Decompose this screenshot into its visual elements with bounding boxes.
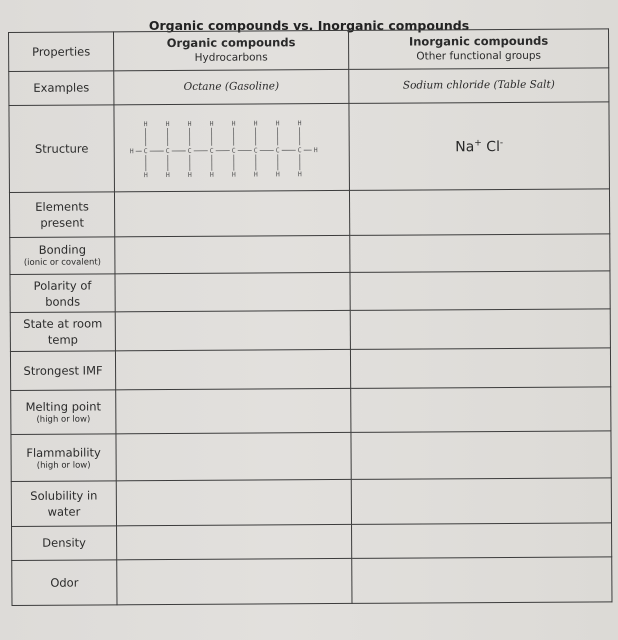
carbon-atom: C (165, 147, 170, 156)
inorganic-example: Sodium chloride (Table Salt) (349, 67, 609, 103)
examples-row (9, 67, 609, 105)
organic-answer-cell[interactable] (117, 559, 352, 605)
row-label: Polarity of bonds (10, 274, 115, 313)
inorganic-title: Inorganic compounds (408, 33, 549, 49)
hydrogen-atom: H (187, 171, 192, 180)
hydrogen-atom: H (209, 171, 214, 180)
hydrogen-atom: H (275, 170, 280, 179)
organic-answer-cell[interactable] (117, 524, 352, 560)
organic-answer-cell[interactable] (115, 349, 350, 389)
organic-subtitle: Hydrocarbons (194, 51, 268, 64)
row-label: Odor (12, 560, 117, 605)
hydrogen-atom: H (275, 119, 280, 128)
hydrogen-atom: H (143, 171, 148, 180)
organic-title: Organic compounds (166, 35, 296, 50)
organic-answer-cell[interactable] (116, 479, 351, 525)
inorganic-answer-cell[interactable] (350, 271, 610, 311)
carbon-atom: C (231, 146, 236, 155)
inorganic-answer-cell[interactable] (351, 478, 611, 524)
row-label: Strongest IMF (10, 351, 115, 390)
table-row (10, 271, 610, 313)
inorganic-answer-cell[interactable] (351, 431, 611, 479)
row-label: Melting point (high or low) (11, 389, 116, 434)
table-row (11, 478, 611, 526)
structure-label: Structure (9, 105, 115, 193)
table-row (12, 557, 612, 606)
carbon-atom: C (209, 147, 214, 156)
hydrogen-atom: H (129, 147, 134, 156)
table-row (11, 431, 611, 481)
organic-answer-cell[interactable] (116, 388, 351, 434)
row-label: Elements present (9, 192, 114, 237)
comparison-table (8, 28, 612, 606)
hydrogen-atom: H (253, 170, 258, 179)
row-label: Density (12, 525, 117, 560)
organic-answer-cell[interactable] (115, 311, 350, 351)
properties-header: Properties (9, 32, 114, 71)
hydrogen-atom: H (187, 120, 192, 129)
examples-label: Examples (9, 70, 114, 105)
row-label: State at room temp (10, 312, 115, 351)
table-row (10, 309, 610, 351)
organic-answer-cell[interactable] (114, 191, 349, 237)
carbon-atom: C (297, 146, 302, 155)
inorganic-answer-cell[interactable] (351, 386, 611, 432)
inorganic-answer-cell[interactable] (352, 522, 612, 558)
table-row (11, 386, 611, 434)
carbon-atom: C (275, 146, 280, 155)
organic-answer-cell[interactable] (116, 433, 351, 481)
hydrogen-atom: H (165, 120, 170, 129)
hydrogen-atom: H (143, 120, 148, 129)
hydrogen-atom: H (297, 119, 302, 128)
table-row (10, 234, 610, 274)
octane-structure-diagram (122, 112, 342, 183)
sodium-ion: Na+ (455, 138, 482, 155)
inorganic-answer-cell[interactable] (350, 234, 610, 272)
table-row (9, 189, 609, 237)
inorganic-column-header (348, 29, 608, 69)
organic-answer-cell[interactable] (115, 272, 350, 312)
inorganic-answer-cell[interactable] (350, 348, 610, 388)
carbon-atom: C (143, 147, 148, 156)
carbon-atom: C (187, 147, 192, 156)
chloride-ion: Cl- (486, 137, 504, 155)
inorganic-answer-cell[interactable] (349, 189, 609, 235)
octane-structure-cell (114, 104, 350, 193)
hydrogen-atom: H (231, 170, 236, 179)
table-row (10, 348, 610, 390)
carbon-atom: C (253, 146, 258, 155)
page-title: Organic compounds vs. Inorganic compounds (148, 18, 470, 33)
structure-row (9, 102, 610, 193)
hydrogen-atom: H (297, 170, 302, 179)
hydrogen-atom: H (231, 119, 236, 128)
header-row (9, 29, 609, 71)
row-label: Solubility in water (11, 481, 116, 526)
row-label: Flammability (high or low) (11, 434, 116, 481)
row-label: Bonding (ionic or covalent) (10, 237, 115, 274)
inorganic-subtitle: Other functional groups (416, 49, 542, 63)
hydrogen-atom: H (313, 146, 318, 155)
hydrogen-atom: H (253, 119, 258, 128)
table-row (12, 522, 612, 560)
hydrogen-atom: H (165, 171, 170, 180)
inorganic-answer-cell[interactable] (352, 557, 612, 603)
inorganic-answer-cell[interactable] (350, 309, 610, 349)
organic-answer-cell[interactable] (115, 236, 350, 274)
organic-column-header (114, 30, 349, 70)
organic-example: Octane (Gasoline) (114, 69, 349, 105)
nacl-formula (349, 102, 610, 191)
hydrogen-atom: H (209, 120, 214, 129)
